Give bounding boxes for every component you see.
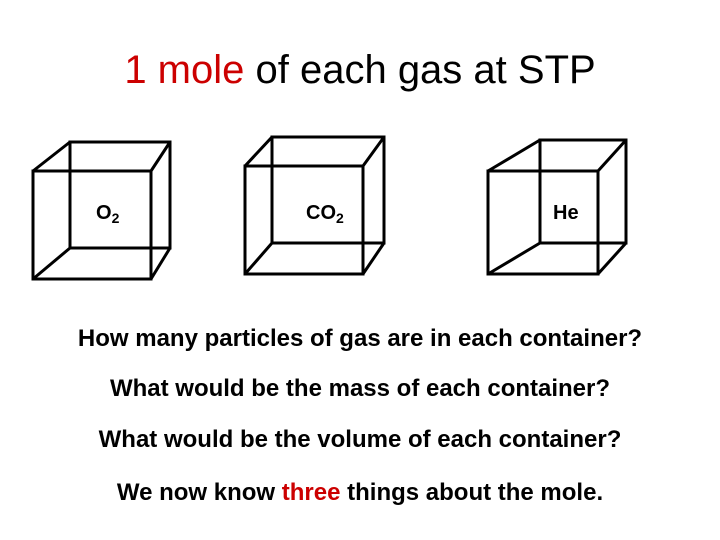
title-highlight: 1 mole (124, 48, 245, 92)
question-mass: What would be the mass of each container? (109, 375, 611, 402)
conclusion-before: We now know (116, 479, 282, 506)
gas-label-o2: $O_2$ (96, 202, 120, 226)
gas-container-co2 (240, 130, 390, 280)
gas-container-o2 (28, 135, 178, 285)
conclusion-after: things about the mole. (340, 479, 604, 506)
gas-label-co2: $CO_2$ (306, 202, 344, 226)
title-rest: of each gas at STP (244, 48, 596, 92)
conclusion-highlight: three (281, 479, 341, 506)
question-volume: What would be the volume of each container? (98, 426, 622, 453)
gas-container-he (483, 135, 633, 285)
slide-title (0, 44, 720, 96)
gas-label-he: He (553, 202, 579, 224)
conclusion-text (0, 478, 720, 508)
question-particles: How many particles of gas are in each container? (77, 325, 643, 352)
